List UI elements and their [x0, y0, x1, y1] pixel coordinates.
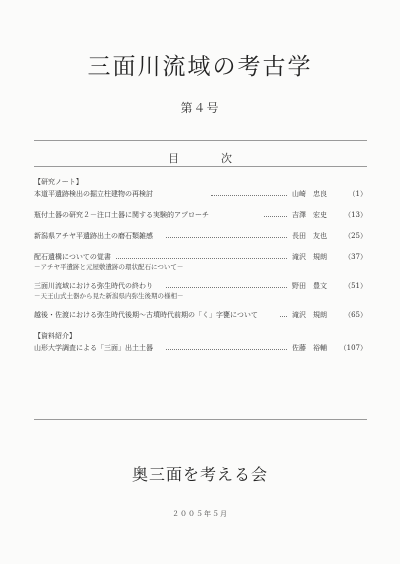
- leader-dots: [211, 195, 287, 196]
- leader-dots: [116, 258, 287, 259]
- entry-author: 佐藤 裕輔: [292, 344, 327, 352]
- entry-page: （1）: [348, 190, 367, 198]
- publisher-name: 奥三面を考える会: [131, 465, 268, 484]
- leader-dots: [166, 237, 287, 238]
- entry-author: 野田 豊文: [292, 282, 327, 290]
- toc-entry: [34, 231, 367, 241]
- leader-dots: [166, 349, 287, 350]
- divider-top: [34, 140, 367, 141]
- toc-heading-char-2: 次: [221, 152, 232, 165]
- entry-author: 山崎 忠良: [292, 190, 327, 198]
- toc-entry: [34, 252, 367, 262]
- entry-title: 三面川流域における弥生時代の終わり: [34, 282, 153, 290]
- section-label-research: 【研究ノート】: [34, 178, 83, 186]
- entry-page: （51）: [344, 282, 367, 290]
- divider-mid: [34, 166, 367, 167]
- entry-page: （37）: [344, 253, 367, 261]
- entry-title: 山形大学調査による「三面」出土土器: [34, 344, 153, 352]
- entry-author: 滝沢 規朗: [292, 311, 327, 319]
- entry-title: 配石遺構についての覚書: [34, 253, 111, 261]
- entry-author: 滝沢 規朗: [292, 253, 327, 261]
- entry-page: （13）: [344, 211, 367, 219]
- entry-page: （25）: [344, 232, 367, 240]
- table-of-contents: [34, 177, 367, 353]
- divider-bottom: [34, 419, 367, 420]
- entry-author: 長田 友也: [292, 232, 327, 240]
- toc-entry: [34, 281, 367, 291]
- leader-dots: [280, 316, 287, 317]
- publication-date: ２００５年５月: [172, 510, 228, 518]
- entry-title: 新潟県アチヤ平遺跡出土の磨石類雑感: [34, 232, 153, 240]
- entry-page: （107）: [339, 344, 367, 352]
- journal-title: 三面川流域の考古学: [87, 54, 313, 80]
- entry-title: 本道平遺跡検出の掘立柱建物の再検討: [34, 190, 153, 198]
- issue-number: 第４号: [180, 101, 220, 115]
- leader-dots: [264, 216, 287, 217]
- toc-entry: [34, 343, 367, 353]
- entry-subtitle: －アチヤ平遺跡と元屋敷遺跡の環状配石について－: [34, 263, 184, 271]
- entry-page: （65）: [344, 311, 367, 319]
- section-label-material: 【資料紹介】: [34, 332, 76, 340]
- entry-title: 越後・佐渡における弥生時代後期～古墳時代前期の「く」字甕について: [34, 311, 258, 319]
- entry-title: 瓶付土器の研究２－注口土器に関する実験的アプローチ: [34, 211, 209, 219]
- toc-entry: [34, 310, 367, 320]
- toc-heading-char-1: 目: [168, 152, 179, 165]
- toc-heading: [0, 150, 400, 166]
- leader-dots: [166, 287, 287, 288]
- entry-subtitle: －天王山式土器から見た新潟県内弥生後期の様相－: [34, 292, 184, 300]
- toc-entry: [34, 210, 367, 220]
- toc-entry: [34, 189, 367, 199]
- entry-author: 吉澤 宏史: [292, 211, 327, 219]
